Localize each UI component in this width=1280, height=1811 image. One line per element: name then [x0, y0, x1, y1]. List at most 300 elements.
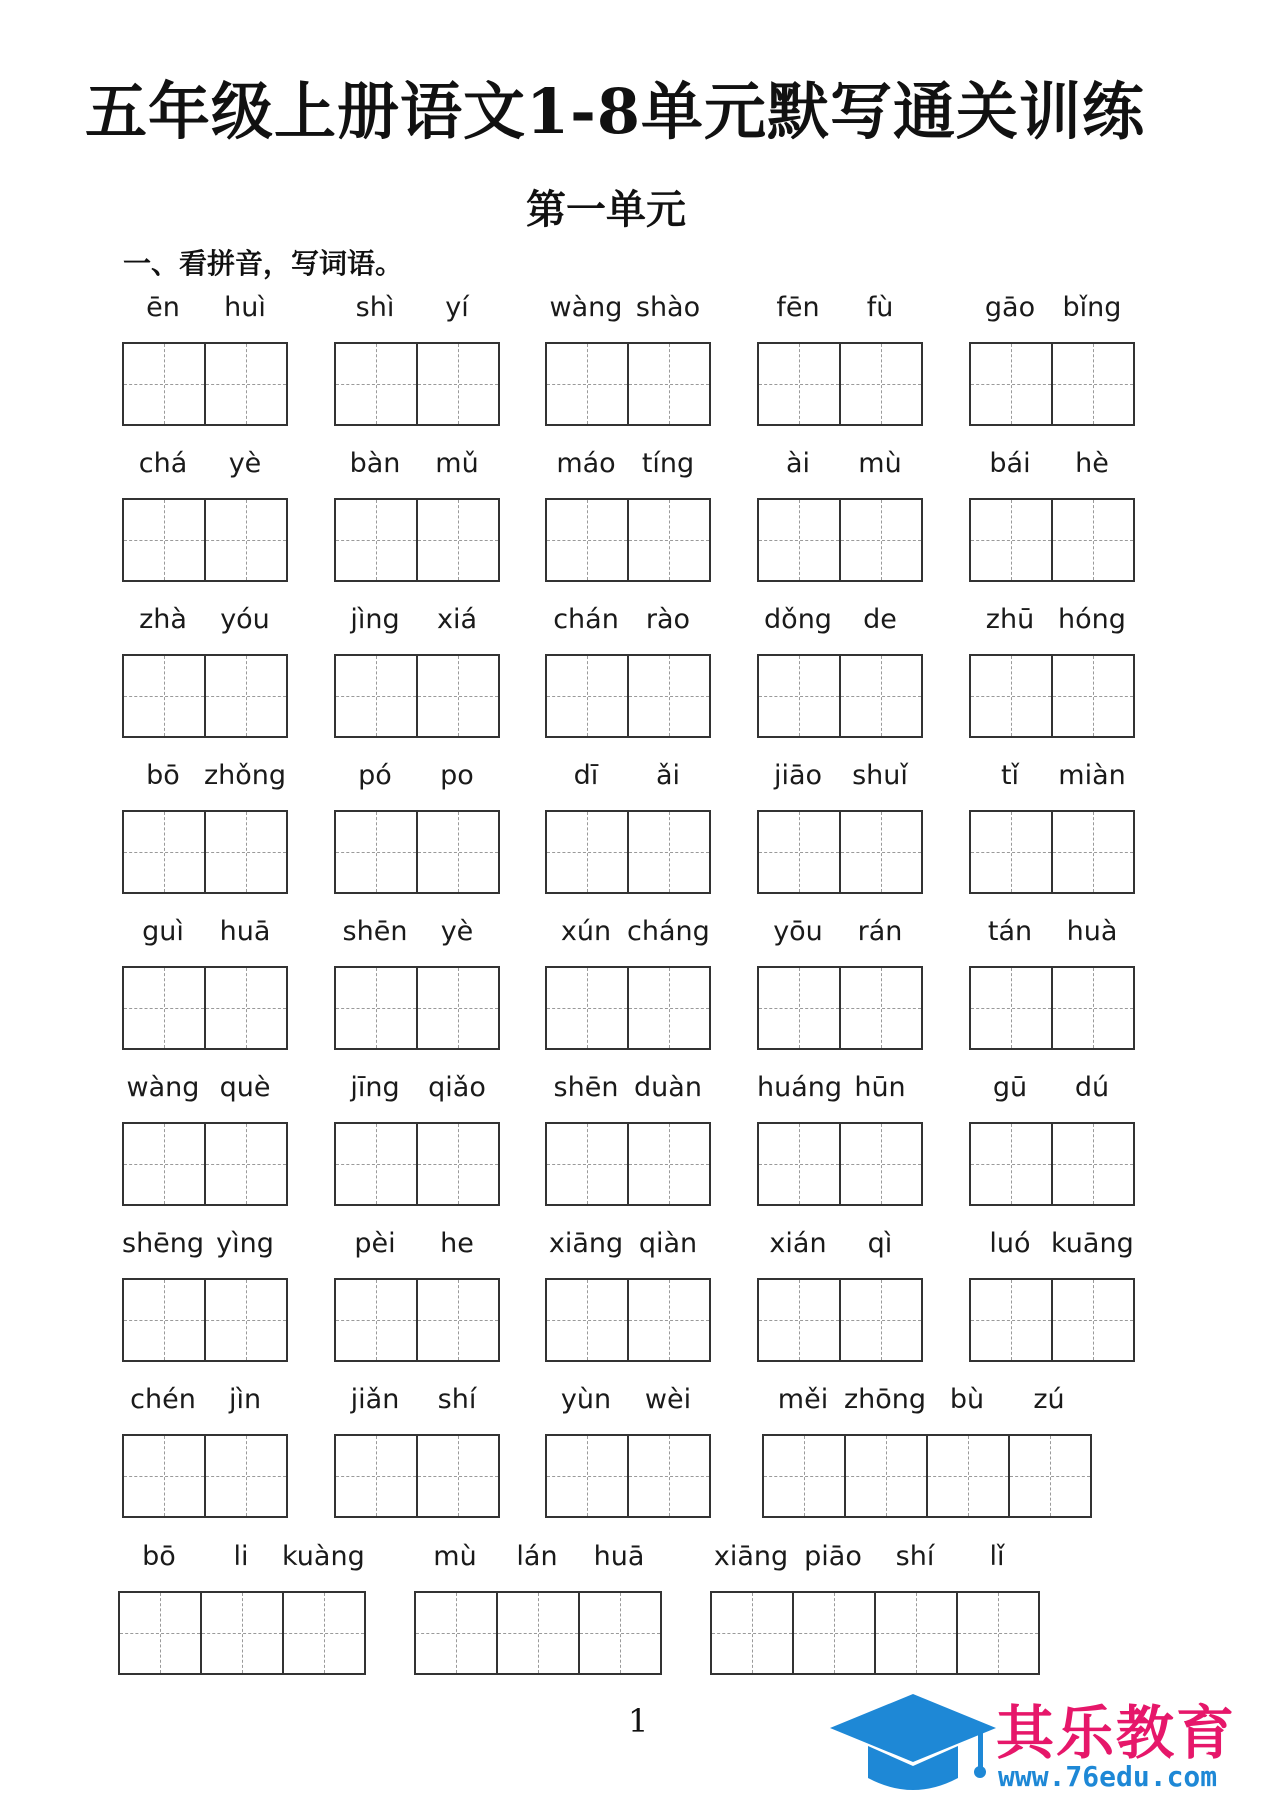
pinyin-syllable: bàn [349, 448, 401, 479]
watermark-url: www.76edu.com [998, 1760, 1218, 1793]
word-group [969, 912, 1135, 1050]
character-box[interactable] [547, 1434, 629, 1518]
character-box[interactable] [1053, 966, 1135, 1050]
writing-boxes [334, 1278, 500, 1362]
word-group [122, 444, 288, 582]
character-box[interactable] [124, 654, 206, 738]
pinyin-syllable: chén [130, 1384, 196, 1415]
character-box[interactable] [418, 966, 500, 1050]
writing-boxes [334, 966, 500, 1050]
character-box[interactable] [764, 1434, 846, 1518]
word-group [757, 1068, 923, 1206]
word-group [334, 1068, 500, 1206]
character-box[interactable] [120, 1591, 202, 1675]
pinyin-row [757, 444, 923, 484]
character-box[interactable] [1053, 654, 1135, 738]
word-group [334, 912, 500, 1050]
writing-boxes [969, 654, 1135, 738]
character-box[interactable] [841, 810, 923, 894]
pinyin-row [545, 1380, 711, 1420]
pinyin-syllable: bō [146, 760, 180, 791]
pinyin-syllable: guì [142, 916, 184, 947]
pinyin-syllable: yìng [216, 1228, 274, 1259]
pinyin-syllable: huā [219, 916, 271, 947]
writing-boxes [969, 1278, 1135, 1362]
pinyin-row [969, 912, 1135, 952]
pinyin-row [334, 1380, 500, 1420]
pinyin-syllable: bù [949, 1384, 985, 1415]
writing-boxes [334, 810, 500, 894]
character-box[interactable] [759, 966, 841, 1050]
writing-boxes [545, 342, 711, 426]
pinyin-row [122, 288, 288, 328]
pinyin-syllable: yè [440, 916, 474, 947]
pinyin-syllable: po [440, 760, 474, 791]
character-box[interactable] [124, 1434, 206, 1518]
character-box[interactable] [206, 1278, 288, 1362]
character-box[interactable] [794, 1591, 876, 1675]
character-box[interactable] [418, 342, 500, 426]
pinyin-syllable: mù [858, 448, 902, 479]
writing-boxes [122, 1278, 288, 1362]
writing-boxes [334, 1434, 500, 1518]
pinyin-syllable: bái [989, 448, 1031, 479]
character-box[interactable] [629, 342, 711, 426]
writing-boxes [122, 654, 288, 738]
pinyin-syllable: tíng [641, 448, 695, 479]
character-box[interactable] [206, 1122, 288, 1206]
character-box[interactable] [547, 966, 629, 1050]
pinyin-syllable: tán [987, 916, 1033, 947]
character-box[interactable] [841, 342, 923, 426]
pinyin-syllable: pèi [354, 1228, 396, 1259]
word-group [757, 288, 923, 426]
pinyin-row [545, 1068, 711, 1108]
word-group [334, 756, 500, 894]
writing-boxes [334, 498, 500, 582]
character-box[interactable] [206, 498, 288, 582]
word-group [757, 912, 923, 1050]
character-box[interactable] [336, 1122, 418, 1206]
writing-boxes [334, 342, 500, 426]
character-box[interactable] [629, 1278, 711, 1362]
word-group [545, 1380, 711, 1518]
word-group [969, 444, 1135, 582]
pinyin-syllable: mǔ [435, 448, 479, 479]
pinyin-syllable: jìng [350, 604, 400, 635]
pinyin-row [545, 288, 711, 328]
pinyin-row [969, 756, 1135, 796]
character-box[interactable] [124, 1278, 206, 1362]
character-box[interactable] [629, 1434, 711, 1518]
writing-boxes [969, 810, 1135, 894]
character-box[interactable] [336, 810, 418, 894]
pinyin-row [334, 288, 500, 328]
character-box[interactable] [202, 1591, 284, 1675]
pinyin-syllable: jiǎn [350, 1384, 400, 1415]
word-group [710, 1537, 1040, 1675]
character-box[interactable] [629, 1122, 711, 1206]
character-box[interactable] [416, 1591, 498, 1675]
writing-boxes [969, 342, 1135, 426]
word-group [334, 1224, 500, 1362]
pinyin-syllable: kuāng [1051, 1228, 1134, 1259]
writing-boxes [545, 498, 711, 582]
character-box[interactable] [206, 810, 288, 894]
character-box[interactable] [547, 342, 629, 426]
character-box[interactable] [841, 498, 923, 582]
character-box[interactable] [418, 654, 500, 738]
writing-boxes [969, 498, 1135, 582]
character-box[interactable] [971, 654, 1053, 738]
pinyin-syllable: ài [785, 448, 811, 479]
word-group [545, 288, 711, 426]
character-box[interactable] [629, 966, 711, 1050]
word-group [762, 1380, 1092, 1518]
character-box[interactable] [336, 1278, 418, 1362]
character-box[interactable] [547, 654, 629, 738]
pinyin-row [334, 444, 500, 484]
word-group [122, 1380, 288, 1518]
pinyin-syllable: wàng [549, 292, 623, 323]
character-box[interactable] [1053, 1278, 1135, 1362]
character-box[interactable] [418, 1278, 500, 1362]
word-group [969, 756, 1135, 894]
writing-boxes [969, 1122, 1135, 1206]
pinyin-syllable: yóu [220, 604, 270, 635]
pinyin-syllable: máo [556, 448, 616, 479]
watermark-logo [828, 1686, 1268, 1806]
pinyin-syllable: fù [866, 292, 894, 323]
watermark-name: 其乐教育 [996, 1699, 1237, 1767]
pinyin-syllable: piāo [804, 1541, 862, 1572]
character-box[interactable] [547, 1122, 629, 1206]
pinyin-syllable: luó [989, 1228, 1031, 1259]
word-group [545, 756, 711, 894]
character-box[interactable] [284, 1591, 366, 1675]
pinyin-syllable: kuàng [282, 1541, 365, 1572]
pinyin-row [545, 912, 711, 952]
word-group [969, 288, 1135, 426]
character-box[interactable] [971, 342, 1053, 426]
character-box[interactable] [971, 1122, 1053, 1206]
pinyin-syllable: mù [433, 1541, 477, 1572]
writing-boxes [122, 1122, 288, 1206]
word-group [122, 912, 288, 1050]
pinyin-row [969, 444, 1135, 484]
pinyin-row [122, 1224, 288, 1264]
character-box[interactable] [124, 1122, 206, 1206]
character-box[interactable] [759, 654, 841, 738]
word-group [334, 444, 500, 582]
writing-boxes [122, 342, 288, 426]
pinyin-syllable: bǐng [1062, 292, 1122, 323]
writing-boxes [334, 1122, 500, 1206]
pinyin-syllable: zhà [139, 604, 187, 635]
word-group [757, 1224, 923, 1362]
pinyin-row [118, 1537, 366, 1577]
writing-boxes [757, 810, 923, 894]
writing-boxes [545, 654, 711, 738]
pinyin-row [762, 1380, 1092, 1420]
character-box[interactable] [841, 1278, 923, 1362]
word-group [969, 1068, 1135, 1206]
pinyin-row [545, 444, 711, 484]
pinyin-syllable: yōu [773, 916, 823, 947]
pinyin-row [122, 444, 288, 484]
pinyin-syllable: huà [1066, 916, 1118, 947]
character-box[interactable] [336, 966, 418, 1050]
worksheet-title: 五年级上册语文1-8单元默写通关训练 [84, 75, 1145, 148]
pinyin-row [969, 1068, 1135, 1108]
pinyin-syllable: hūn [854, 1072, 906, 1103]
pinyin-row [969, 288, 1135, 328]
pinyin-syllable: yè [228, 448, 262, 479]
character-box[interactable] [336, 498, 418, 582]
character-box[interactable] [971, 1278, 1053, 1362]
character-box[interactable] [418, 810, 500, 894]
word-group [545, 1224, 711, 1362]
pinyin-syllable: dǒng [764, 604, 832, 635]
pinyin-syllable: bō [142, 1541, 176, 1572]
character-box[interactable] [629, 810, 711, 894]
pinyin-syllable: xiāng [713, 1541, 789, 1572]
character-box[interactable] [629, 498, 711, 582]
pinyin-syllable: jìn [228, 1384, 262, 1415]
character-box[interactable] [759, 1278, 841, 1362]
pinyin-syllable: dú [1074, 1072, 1110, 1103]
pinyin-syllable: lǐ [989, 1541, 1005, 1572]
character-box[interactable] [759, 1122, 841, 1206]
pinyin-row [757, 912, 923, 952]
pinyin-syllable: duàn [634, 1072, 702, 1103]
character-box[interactable] [336, 342, 418, 426]
pinyin-row [757, 288, 923, 328]
character-box[interactable] [971, 810, 1053, 894]
pinyin-syllable: pó [358, 760, 392, 791]
page-number: 1 [628, 1702, 649, 1740]
writing-boxes [762, 1434, 1092, 1518]
character-box[interactable] [206, 342, 288, 426]
character-box[interactable] [206, 966, 288, 1050]
pinyin-syllable: xún [560, 916, 612, 947]
writing-boxes [757, 1278, 923, 1362]
pinyin-syllable: chá [138, 448, 188, 479]
character-box[interactable] [1053, 1122, 1135, 1206]
pinyin-row [545, 1224, 711, 1264]
character-box[interactable] [1010, 1434, 1092, 1518]
character-box[interactable] [1053, 810, 1135, 894]
word-group [757, 600, 923, 738]
pinyin-syllable: qì [867, 1228, 893, 1259]
character-box[interactable] [1053, 342, 1135, 426]
writing-boxes [545, 810, 711, 894]
pinyin-syllable: lán [516, 1541, 558, 1572]
pinyin-syllable: qiǎo [428, 1072, 486, 1103]
word-group [545, 1068, 711, 1206]
pinyin-row [414, 1537, 662, 1577]
pinyin-syllable: shí [895, 1541, 935, 1572]
pinyin-row [757, 1068, 923, 1108]
character-box[interactable] [547, 498, 629, 582]
character-box[interactable] [971, 498, 1053, 582]
pinyin-syllable: shēn [553, 1072, 619, 1103]
word-group [969, 1224, 1135, 1362]
pinyin-syllable: huì [224, 292, 266, 323]
character-box[interactable] [498, 1591, 580, 1675]
word-group [545, 600, 711, 738]
pinyin-syllable: zhōng [844, 1384, 927, 1415]
writing-boxes [710, 1591, 1040, 1675]
pinyin-syllable: měi [777, 1384, 829, 1415]
pinyin-row [334, 912, 500, 952]
word-group [122, 1224, 288, 1362]
word-group [122, 756, 288, 894]
pinyin-row [757, 1224, 923, 1264]
character-box[interactable] [759, 342, 841, 426]
character-box[interactable] [971, 966, 1053, 1050]
character-box[interactable] [206, 1434, 288, 1518]
character-box[interactable] [206, 654, 288, 738]
writing-boxes [118, 1591, 366, 1675]
pinyin-syllable: hóng [1058, 604, 1126, 635]
writing-boxes [334, 654, 500, 738]
pinyin-syllable: gū [992, 1072, 1028, 1103]
character-box[interactable] [418, 498, 500, 582]
pinyin-syllable: qiàn [638, 1228, 698, 1259]
character-box[interactable] [712, 1591, 794, 1675]
word-group [545, 444, 711, 582]
character-box[interactable] [124, 342, 206, 426]
pinyin-syllable: xián [769, 1228, 827, 1259]
word-group [122, 600, 288, 738]
pinyin-row [334, 756, 500, 796]
pinyin-syllable: yí [445, 292, 469, 323]
word-group [757, 444, 923, 582]
pinyin-row [710, 1537, 1040, 1577]
pinyin-syllable: jiāo [773, 760, 823, 791]
pinyin-syllable: huā [593, 1541, 645, 1572]
pinyin-syllable: cháng [627, 916, 710, 947]
writing-boxes [122, 810, 288, 894]
pinyin-row [122, 912, 288, 952]
word-group [334, 288, 500, 426]
word-group [334, 1380, 500, 1518]
pinyin-row [122, 1068, 288, 1108]
writing-boxes [757, 966, 923, 1050]
word-group [757, 756, 923, 894]
writing-boxes [122, 1434, 288, 1518]
character-box[interactable] [418, 1434, 500, 1518]
pinyin-syllable: shào [635, 292, 701, 323]
writing-boxes [757, 654, 923, 738]
character-box[interactable] [841, 654, 923, 738]
character-box[interactable] [841, 1122, 923, 1206]
unit-heading: 第一单元 [526, 186, 686, 233]
word-group [122, 1068, 288, 1206]
word-group [969, 600, 1135, 738]
writing-boxes [757, 342, 923, 426]
pinyin-syllable: he [440, 1228, 474, 1259]
character-box[interactable] [336, 654, 418, 738]
writing-boxes [122, 966, 288, 1050]
pinyin-syllable: xiāng [548, 1228, 624, 1259]
character-box[interactable] [336, 1434, 418, 1518]
character-box[interactable] [547, 810, 629, 894]
pinyin-syllable: rào [645, 604, 691, 635]
character-box[interactable] [547, 1278, 629, 1362]
pinyin-syllable: xiá [436, 604, 478, 635]
pinyin-row [969, 600, 1135, 640]
pinyin-syllable: miàn [1058, 760, 1126, 791]
graduation-cap-icon [828, 1690, 998, 1800]
character-box[interactable] [629, 654, 711, 738]
pinyin-syllable: huáng [757, 1072, 843, 1103]
pinyin-syllable: ēn [146, 292, 180, 323]
character-box[interactable] [846, 1434, 928, 1518]
pinyin-syllable: li [233, 1541, 249, 1572]
writing-boxes [545, 1122, 711, 1206]
character-box[interactable] [841, 966, 923, 1050]
character-box[interactable] [876, 1591, 958, 1675]
pinyin-syllable: wàng [126, 1072, 200, 1103]
character-box[interactable] [928, 1434, 1010, 1518]
pinyin-syllable: fēn [776, 292, 820, 323]
character-box[interactable] [1053, 498, 1135, 582]
character-box[interactable] [418, 1122, 500, 1206]
pinyin-syllable: wèi [644, 1384, 692, 1415]
character-box[interactable] [958, 1591, 1040, 1675]
word-group [414, 1537, 662, 1675]
pinyin-syllable: ǎi [655, 760, 681, 791]
word-group [118, 1537, 366, 1675]
writing-boxes [545, 1278, 711, 1362]
pinyin-syllable: zhǒng [204, 760, 287, 791]
writing-boxes [122, 498, 288, 582]
character-box[interactable] [124, 966, 206, 1050]
character-box[interactable] [580, 1591, 662, 1675]
pinyin-row [545, 600, 711, 640]
pinyin-row [545, 756, 711, 796]
writing-boxes [757, 1122, 923, 1206]
pinyin-syllable: jīng [350, 1072, 400, 1103]
word-group [334, 600, 500, 738]
pinyin-row [334, 600, 500, 640]
section-heading: 一、看拼音，写词语。 [123, 247, 404, 280]
writing-boxes [545, 966, 711, 1050]
writing-boxes [757, 498, 923, 582]
character-box[interactable] [759, 810, 841, 894]
pinyin-syllable: dī [573, 760, 599, 791]
writing-boxes [545, 1434, 711, 1518]
pinyin-syllable: shēn [342, 916, 408, 947]
pinyin-syllable: zú [1033, 1384, 1065, 1415]
pinyin-syllable: què [219, 1072, 271, 1103]
character-box[interactable] [124, 498, 206, 582]
pinyin-syllable: tǐ [1000, 760, 1020, 791]
writing-boxes [414, 1591, 662, 1675]
pinyin-syllable: de [863, 604, 897, 635]
character-box[interactable] [759, 498, 841, 582]
pinyin-row [969, 1224, 1135, 1264]
word-group [545, 912, 711, 1050]
pinyin-row [122, 1380, 288, 1420]
character-box[interactable] [124, 810, 206, 894]
word-group [122, 288, 288, 426]
pinyin-row [757, 756, 923, 796]
pinyin-row [122, 600, 288, 640]
pinyin-syllable: zhū [985, 604, 1035, 635]
